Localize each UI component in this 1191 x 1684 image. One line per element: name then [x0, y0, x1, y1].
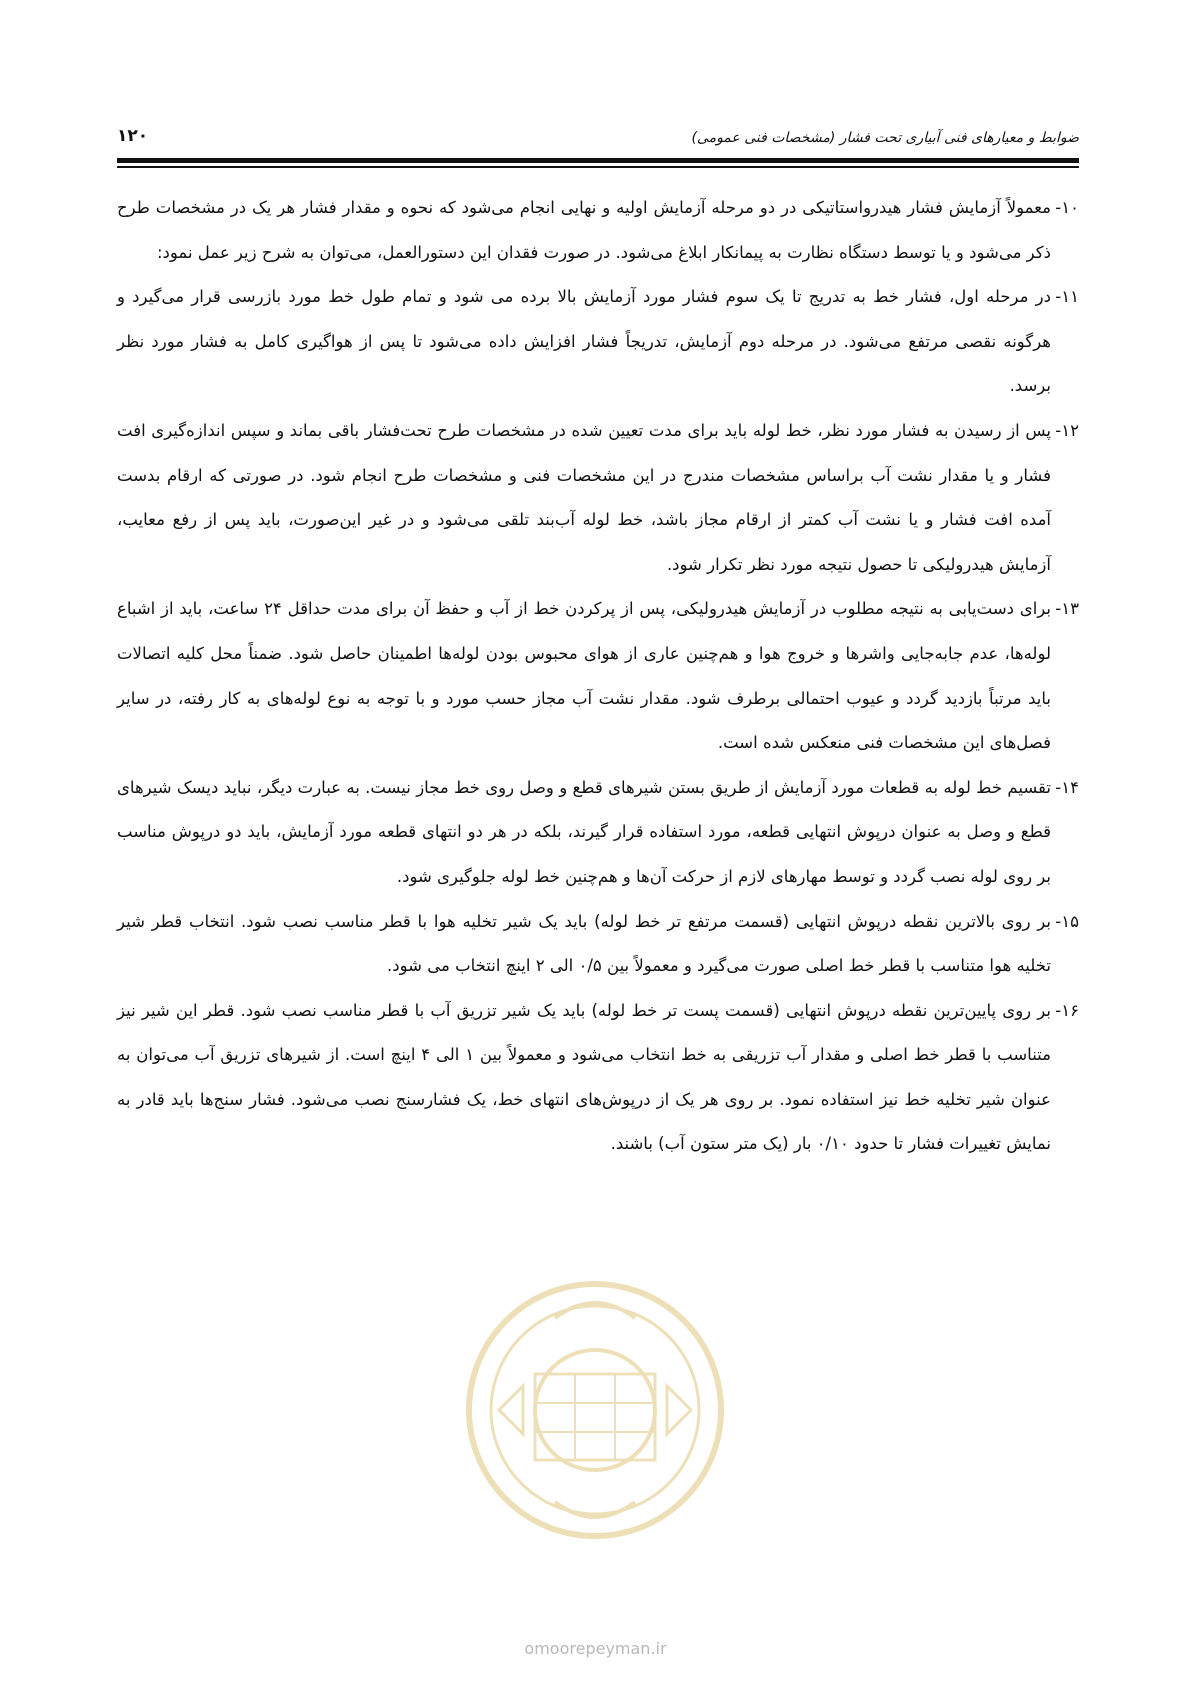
item-text: معمولاً آزمایش فشار هیدرواستاتیکی در دو مرحله آزمایش اولیه و نهایی انجام می‌شود که نحوه و مقدار فشار هر یک در مشخصات طرح ذکر می‌شود و یا توسط دستگاه نظارت به پیمانکار ابلاغ می‌شود. در صورت فقدان این دستورالعمل، می‌توان به شرح زیر عمل نمود: — [117, 198, 1051, 262]
watermark-url: omoorepeyman.ir — [524, 1639, 667, 1658]
page-header — [117, 126, 1079, 154]
list-item — [117, 587, 1079, 765]
list-item — [117, 989, 1079, 1167]
item-number: ۱۰- — [1055, 198, 1079, 217]
list-item — [117, 409, 1079, 587]
item-number: ۱۱- — [1055, 287, 1079, 307]
list-item — [117, 186, 1079, 275]
item-text: در مرحله اول، فشار خط به تدریج تا یک سوم فشار مورد آزمایش بالا برده می شود و تمام طول خط مورد بازرسی قرار می‌گیرد و هرگونه نقصی مرتفع می‌شود. در مرحله دوم آزمایش، تدریجاً فشار افزایش داده می‌شود تا پس از هواگیری کامل به فشار مورد نظر برسد. — [117, 287, 1051, 396]
document-body — [117, 186, 1079, 1167]
item-number: ۱۶- — [1055, 1000, 1079, 1020]
page-number: ۱۲۰ — [117, 126, 149, 146]
item-text: پس از رسیدن به فشار مورد نظر، خط لوله باید برای مدت تعیین شده در مشخصات طرح تحت‌فشار باقی بماند و سپس اندازه‌گیری افت فشار و یا مقدار نشت آب براساس مشخصات مندرج در این مشخصات فنی و مشخصات طرح انجام شود. در صورتی که ارقام بدست آمده افت فشار و یا نشت آب کمتر از ارقام مجاز باشد، خط لوله آب‌بند تلقی می‌شود و در غیر این‌صورت، باید پس از رفع معایب، آزمایش هیدرولیکی تا حصول نتیجه مورد نظر تکرار شود. — [117, 420, 1051, 574]
item-number: ۱۳- — [1055, 599, 1079, 619]
item-number: ۱۵- — [1055, 911, 1079, 931]
item-text: بر روی بالاترین نقطه درپوش انتهایی (قسمت مرتفع تر خط لوله) باید یک شیر تخلیه هوا با قطر مناسب نصب شود. انتخاب قطر شیر تخلیه هوا متناسب با قطر خط اصلی صورت می‌گیرد و معمولاً بین ۰/۵ الی ۲ اینچ انتخاب می شود. — [117, 911, 1051, 976]
item-text: تقسیم خط لوله به قطعات مورد آزمایش از طریق بستن شیرهای قطع و وصل روی خط مجاز نیست. به عبارت دیگر، نباید دیسک شیرهای قطع و وصل به عنوان درپوش انتهایی قطعه، مورد استفاده قرار گیرند، بلکه در هر دو انتهای قطعه مورد آزمایش، باید دو درپوش مناسب بر روی لوله نصب گردد و توسط مهارهای لازم از حرکت آن‌ها و هم‌چنین خط لوله جلوگیری شود. — [117, 777, 1051, 886]
running-title: ضوابط و معیارهای فنی آبیاری تحت فشار (مشخصات فنی عمومی) — [691, 130, 1079, 146]
header-rule-thick — [117, 158, 1079, 163]
item-number: ۱۴- — [1055, 777, 1079, 797]
list-item — [117, 766, 1079, 900]
watermark-seal-icon — [463, 1278, 727, 1542]
list-item — [117, 275, 1079, 409]
item-text: بر روی پایین‌ترین نقطه درپوش انتهایی (قسمت پست تر خط لوله) باید یک شیر تزریق آب با قطر مناسب نصب شود. قطر این شیر نیز متناسب با قطر خط اصلی و مقدار آب تزریقی به خط انتخاب می‌شود و معمولاً بین ۱ الی ۴ اینچ است. از شیرهای تزریق آب می‌توان به عنوان شیر تخلیه خط نیز استفاده نمود. بر روی هر یک از درپوش‌های انتهای خط، یک فشارسنج نصب می‌شود. فشار سنج‌ها باید قادر به نمایش تغییرات فشار تا حدود ۰/۱۰ بار (یک متر ستون آب) باشند. — [117, 1000, 1051, 1154]
list-item — [117, 900, 1079, 989]
header-rule-thin — [117, 166, 1079, 168]
item-number: ۱۲- — [1055, 420, 1079, 440]
item-text: برای دست‌یابی به نتیجه مطلوب در آزمایش هیدرولیکی، پس از پرکردن خط از آب و حفظ آن برای مدت حداقل ۲۴ ساعت، باید از اشباع لوله‌ها، عدم جابه‌جایی واشرها و خروج هوا و هم‌چنین عاری از هوای محبوس بودن لوله‌ها اطمینان حاصل شود. ضمناً محل کلیه اتصالات باید مرتباً بازدید گردد و عیوب احتمالی برطرف شود. مقدار نشت آب مجاز حسب مورد و با توجه به نوع لوله‌های به کار رفته، در سایر فصل‌های این مشخصات فنی منعکس شده است. — [117, 599, 1052, 753]
